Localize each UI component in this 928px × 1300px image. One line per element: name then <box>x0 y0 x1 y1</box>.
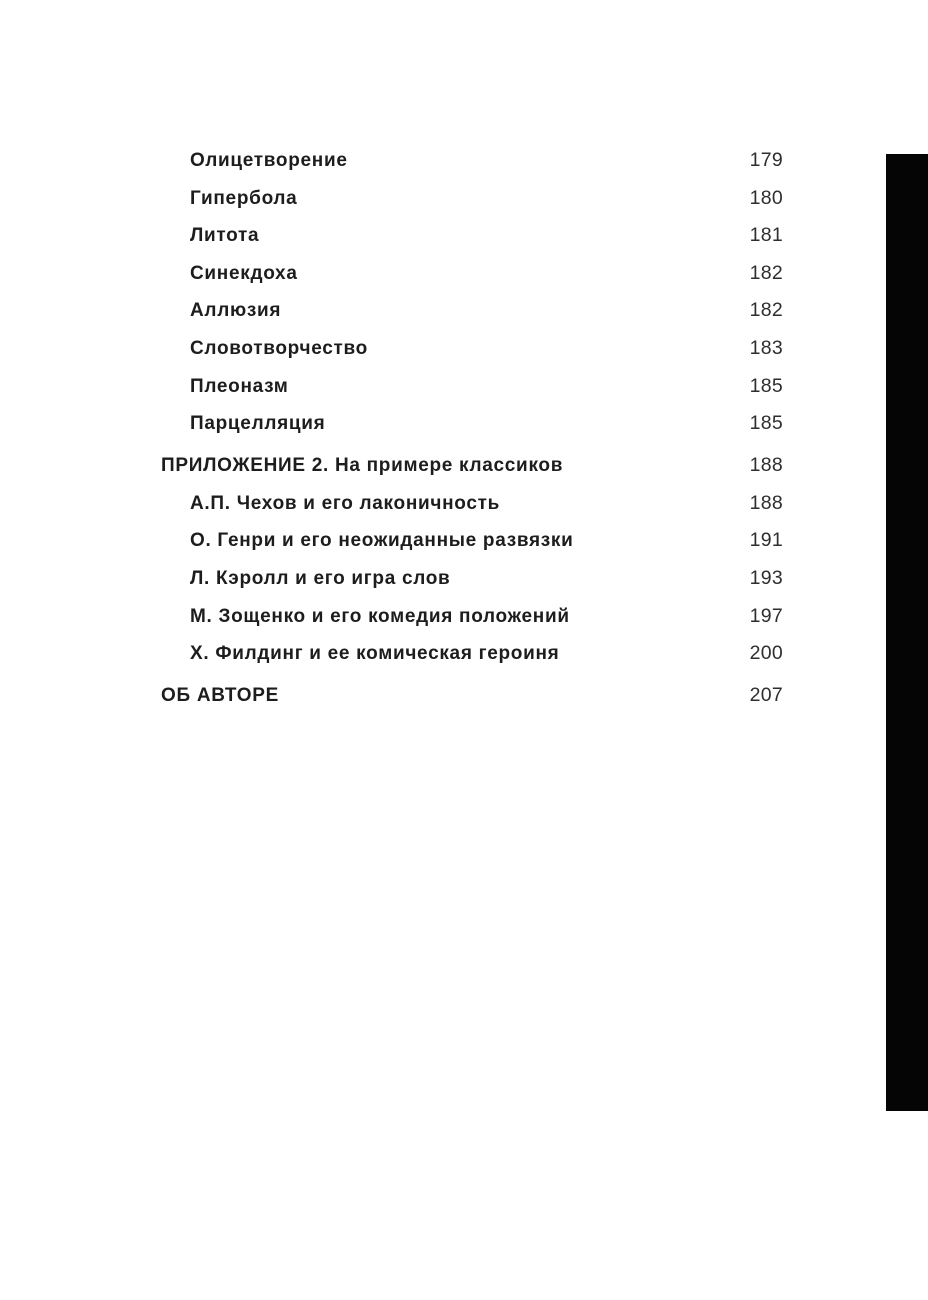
toc-entry-page: 207 <box>749 684 783 707</box>
toc-entry <box>161 223 783 248</box>
page-edge-black-tab <box>886 154 928 1111</box>
toc-section-heading <box>161 683 783 708</box>
toc-entry-label: Синекдоха <box>190 262 298 284</box>
toc-entry-page: 185 <box>749 412 783 435</box>
toc-entry-label: О. Генри и его неожиданные развязки <box>190 530 574 552</box>
toc-entry <box>161 148 783 173</box>
toc-entry-page: 182 <box>749 261 783 284</box>
toc-entry-label: Словотворчество <box>190 337 368 359</box>
toc-entry <box>161 261 783 286</box>
toc-entry-label: ПРИЛОЖЕНИЕ 2. На примере классиков <box>161 455 564 477</box>
toc-entry-label: ОБ АВТОРЕ <box>161 685 279 707</box>
toc-entry-page: 188 <box>749 454 783 477</box>
toc-entry-page: 188 <box>749 491 783 514</box>
toc-entry-label: Гипербола <box>190 187 298 209</box>
toc-entry <box>161 528 783 553</box>
toc-entry-page: 193 <box>749 566 783 589</box>
toc-entry-label: А.П. Чехов и его лаконичность <box>190 492 500 514</box>
toc-entry-page: 179 <box>749 149 783 171</box>
toc-entry <box>161 298 783 323</box>
toc-entry-page: 191 <box>749 529 783 552</box>
toc-entry-label: Плеоназм <box>190 375 289 397</box>
toc-entry <box>161 604 783 629</box>
toc-entry-label: Олицетворение <box>190 150 348 171</box>
toc-entry <box>161 186 783 211</box>
toc-entry <box>161 641 783 666</box>
toc-section-heading <box>161 453 783 478</box>
table-of-contents <box>161 148 783 721</box>
toc-entry-page: 197 <box>749 604 783 627</box>
toc-entry-label: Л. Кэролл и его игра слов <box>190 567 451 589</box>
toc-entry-label: Парцелляция <box>190 413 326 435</box>
toc-entry-page: 183 <box>749 336 783 359</box>
toc-entry-page: 180 <box>749 186 783 209</box>
toc-entry-label: Литота <box>190 225 260 247</box>
toc-entry-label: М. Зощенко и его комедия положений <box>190 605 570 627</box>
toc-entry-page: 200 <box>749 642 783 665</box>
toc-entry <box>161 566 783 591</box>
toc-entry-label: Х. Филдинг и ее комическая героиня <box>190 643 560 665</box>
toc-entry <box>161 411 783 436</box>
toc-entry <box>161 336 783 361</box>
toc-entry-page: 181 <box>749 224 783 247</box>
toc-entry-page: 185 <box>749 374 783 397</box>
toc-entry-page: 182 <box>749 299 783 322</box>
toc-entry-label: Аллюзия <box>190 300 282 322</box>
toc-entry <box>161 491 783 516</box>
toc-entry <box>161 374 783 399</box>
